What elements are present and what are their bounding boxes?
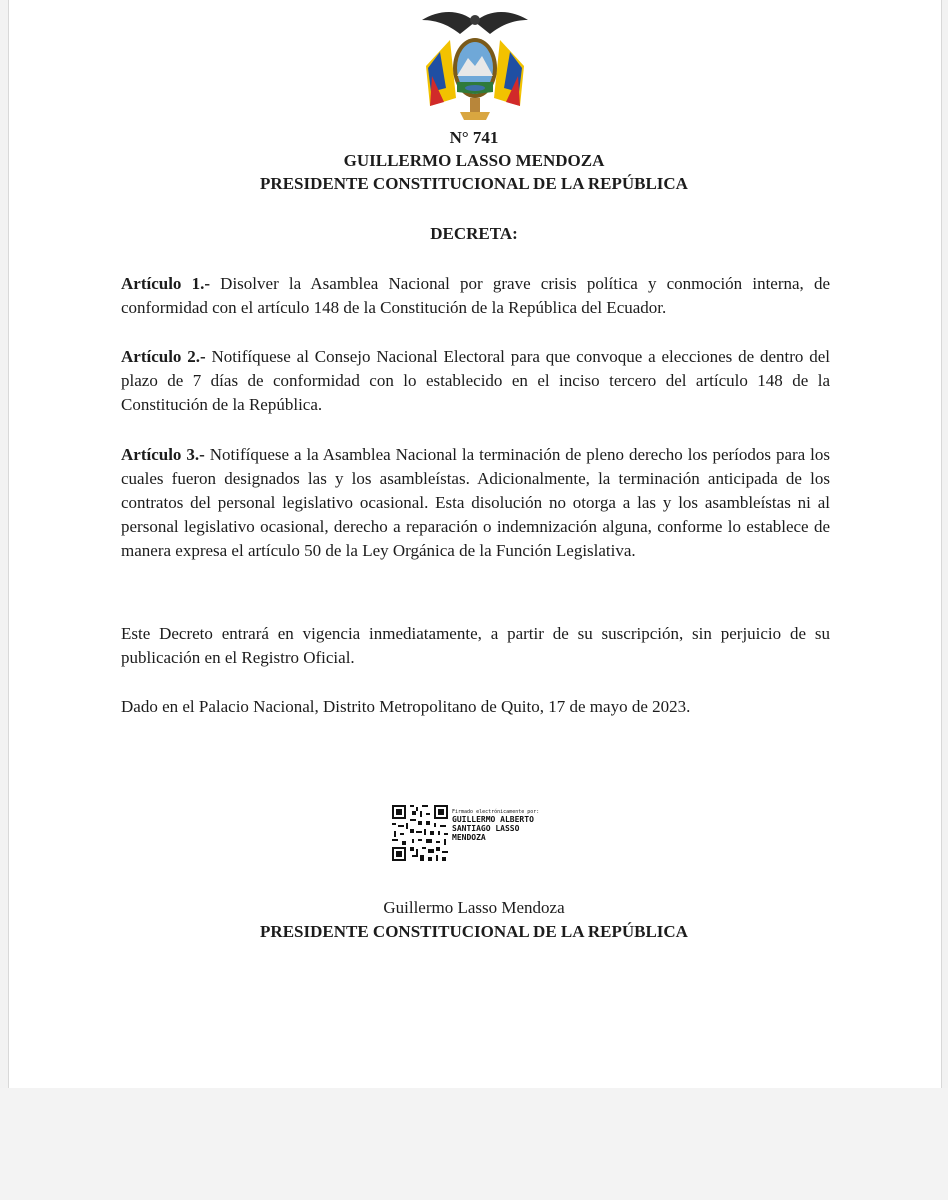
- decree-number: N° 741: [449, 128, 499, 147]
- decreta-heading: DECRETA:: [430, 224, 518, 243]
- article-3-text: Notifíquese a la Asamblea Nacional la terminación de pleno derecho los períodos para los cuales fueron designados las y los asambleístas. Adicionalmente, la terminación anticipada de los contratos del personal legislativo ocasional. Esta disolución no otorga a las y los asambleístas ni al personal legislativo ocasional, derecho a reparación o indemnización alguna, conforme lo establece de manera expresa el artículo 50 de la Ley Orgánica de la Función Legislativa.: [121, 445, 830, 560]
- qr-code-icon: [390, 803, 450, 863]
- signer-title: PRESIDENTE CONSTITUCIONAL DE LA REPÚBLICA: [260, 922, 688, 941]
- article-2-label: Artículo 2.-: [121, 347, 206, 366]
- dado-en-paragraph: Dado en el Palacio Nacional, Distrito Metropolitano de Quito, 17 de mayo de 2023.: [121, 697, 691, 716]
- coat-of-arms-icon: [420, 6, 530, 122]
- signature-line-3: MENDOZA: [452, 833, 486, 842]
- signature-line-2: SANTIAGO LASSO: [452, 824, 520, 833]
- article-2-text: Notifíquese al Consejo Nacional Electoral para que convoque a elecciones de dentro del plazo de 7 días de conformidad con lo establecido en el inciso tercero del artículo 148 de la Constitución de la República.: [121, 347, 831, 414]
- signer-name: Guillermo Lasso Mendoza: [383, 898, 565, 917]
- signature-line-1: GUILLERMO ALBERTO: [452, 815, 534, 824]
- article-2: [121, 345, 830, 417]
- vigencia-paragraph: Este Decreto entrará en vigencia inmediatamente, a partir de su suscripción, sin perjuicio de su publicación en el Registro Oficial.: [121, 624, 830, 667]
- signature-text: [452, 809, 562, 842]
- signature-caption: Firmado electrónicamente por:: [452, 809, 540, 815]
- president-name: GUILLERMO LASSO MENDOZA: [343, 151, 605, 170]
- viewer-background: [0, 1088, 948, 1200]
- president-title: PRESIDENTE CONSTITUCIONAL DE LA REPÚBLICA: [260, 174, 688, 193]
- article-3: [121, 443, 830, 563]
- decree-header: [0, 126, 948, 195]
- electronic-signature: [390, 803, 560, 865]
- signer-block: [0, 896, 948, 944]
- article-1: [121, 272, 830, 320]
- article-3-label: Artículo 3.-: [121, 445, 205, 464]
- article-1-label: Artículo 1.-: [121, 274, 211, 293]
- article-1-text: Disolver la Asamblea Nacional por grave crisis política y conmoción interna, de conformidad con el artículo 148 de la Constitución de la República del Ecuador.: [121, 274, 830, 317]
